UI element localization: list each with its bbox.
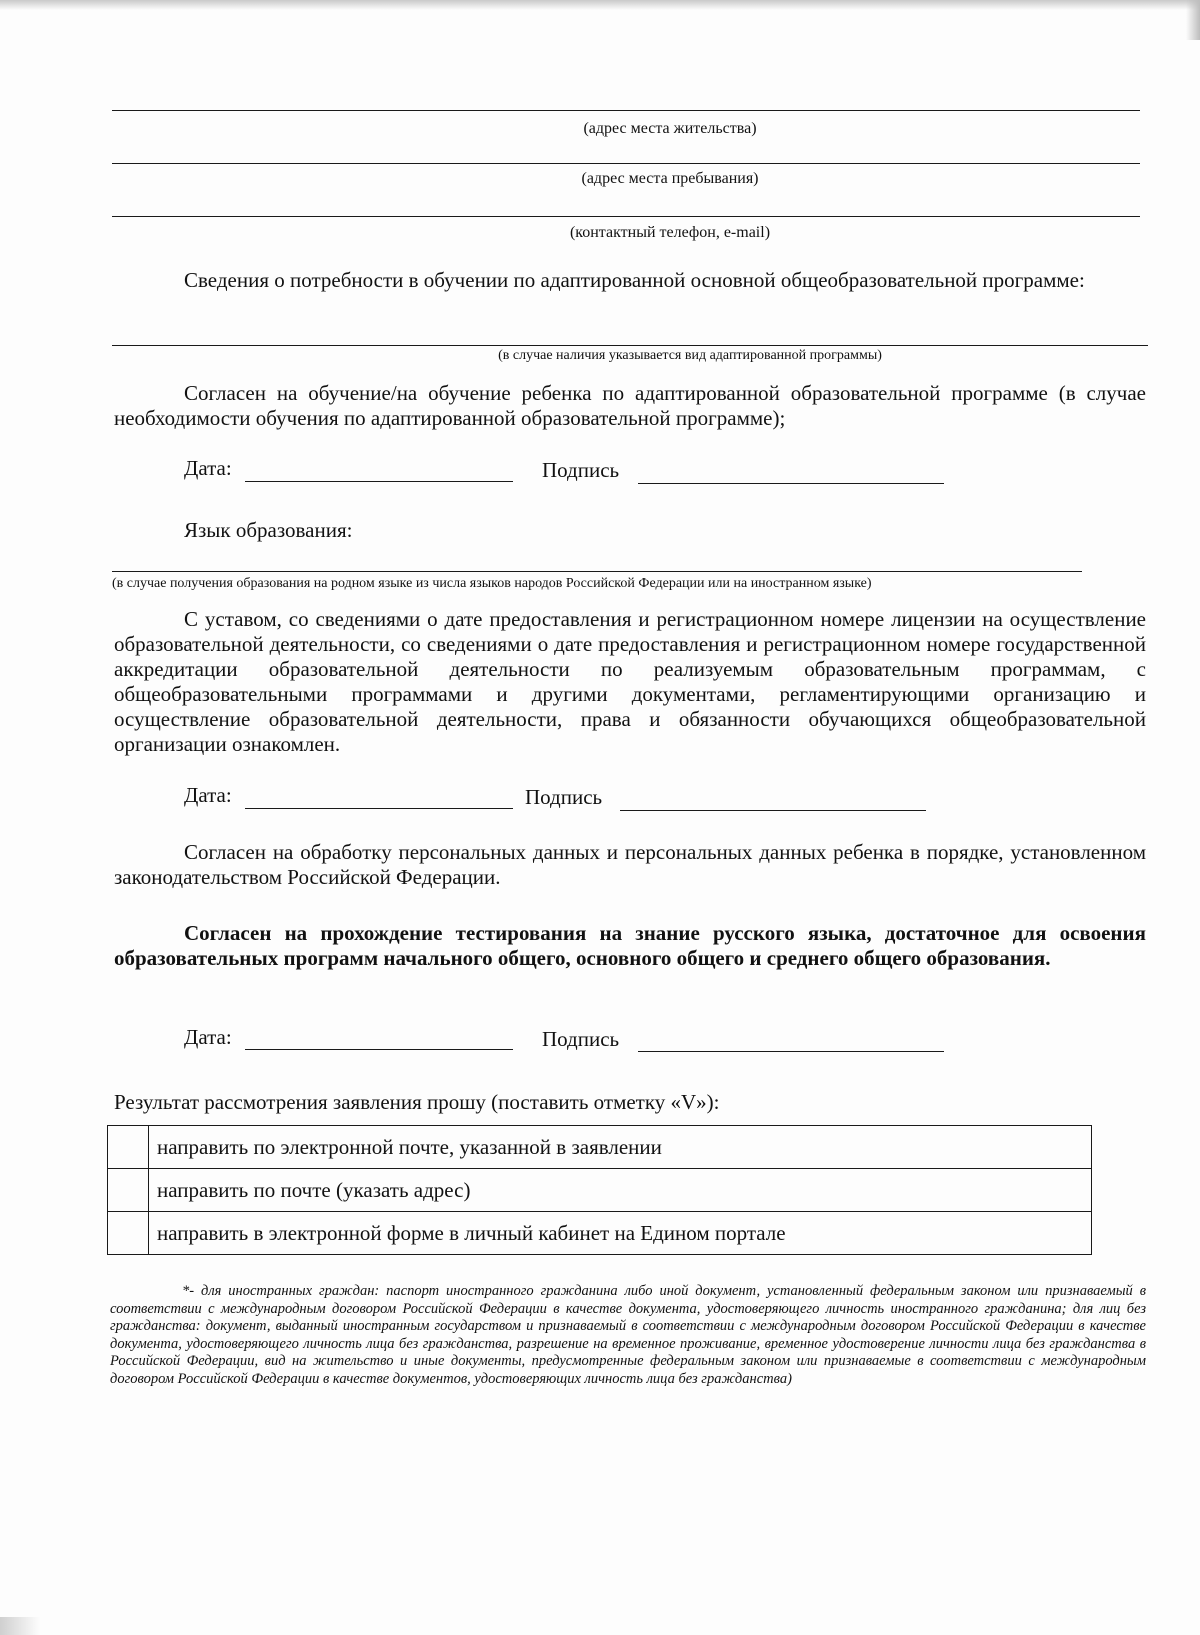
date-field-3[interactable] bbox=[245, 1049, 513, 1050]
result-option-row bbox=[108, 1212, 1092, 1255]
residence-address-caption: (адрес места жительства) bbox=[583, 120, 757, 137]
stay-address-caption: (адрес места пребывания) bbox=[581, 170, 759, 187]
signature-field-3[interactable] bbox=[638, 1051, 944, 1052]
option-checkbox-portal[interactable] bbox=[108, 1212, 149, 1255]
option-checkbox-post[interactable] bbox=[108, 1169, 149, 1212]
date-field-1[interactable] bbox=[245, 481, 513, 482]
result-option-row bbox=[108, 1169, 1092, 1212]
signature-field-1[interactable] bbox=[638, 483, 944, 484]
result-option-row bbox=[108, 1126, 1092, 1169]
option-label-email: направить по электронной почте, указанной в заявлении bbox=[149, 1126, 1092, 1169]
scan-edge-right bbox=[1186, 0, 1200, 40]
testing-consent-text: Согласен на прохождение тестирования на знание русского языка, достаточное для освоения образовательных программ начального общего, основного общего и среднего общего образования. bbox=[114, 921, 1146, 970]
footnote: *- для иностранных граждан: паспорт иностранного гражданина либо иной документ, установленный федеральным законом или признаваемый в соответствии с международным договором Российской Федерации в качестве документа, удостоверяющего личность иностранного гражданина; для лиц без гражданства: документ, выданный иностранным государством и признаваемый в соответствии с международным договором Российской Федерации в качестве документа, удостоверяющего личность лица без гражданства, разрешение на временное проживание, временное удостоверение личности лица без гражданства в Российской Федерации, вид на жительство и иные документы, предусмотренные федеральным законом или признаваемые в соответствии с международным договором Российской Федерации в качестве документов, удостоверяющих личность лица без гражданства) bbox=[110, 1283, 1146, 1387]
stay-address-line[interactable] bbox=[112, 163, 1140, 164]
scan-edge-top bbox=[0, 0, 1200, 10]
charter-text: С уставом, со сведениями о дате предоставления и регистрационном номере лицензии на осуществление образовательной деятельности, со сведениями о дате предоставления и регистрационном номере государственной аккредитации образовательной деятельности по реализуемым образовательным программам, с общеобразовательными программами и другими документами, регламентирующими организацию и осуществление образовательной деятельности, права и обязанности обучающихся общеобразовательной организации ознакомлен. bbox=[114, 607, 1146, 756]
result-heading: Результат рассмотрения заявления прошу (поставить отметку «V»): bbox=[114, 1090, 720, 1114]
signature-field-2[interactable] bbox=[620, 810, 926, 811]
language-label: Язык образования: bbox=[184, 518, 353, 542]
date-label-1: Дата: bbox=[184, 456, 232, 480]
adapted-program-line[interactable] bbox=[112, 345, 1148, 346]
residence-address-line[interactable] bbox=[112, 110, 1140, 111]
adapted-program-caption: (в случае наличия указывается вид адаптированной программы) bbox=[498, 348, 882, 363]
signature-label-3: Подпись bbox=[542, 1027, 620, 1051]
language-line[interactable] bbox=[112, 571, 1082, 572]
contact-caption: (контактный телефон, e-mail) bbox=[569, 224, 771, 241]
signature-label-1: Подпись bbox=[542, 458, 620, 482]
date-label-2: Дата: bbox=[184, 783, 232, 807]
consent-adapted-text: Согласен на обучение/на обучение ребенка по адаптированной образовательной программе (в случае необходимости обучения по адаптированной образовательной программе); bbox=[114, 381, 1146, 430]
option-checkbox-email[interactable] bbox=[108, 1126, 149, 1169]
option-label-post: направить по почте (указать адрес) bbox=[149, 1169, 1092, 1212]
contact-line[interactable] bbox=[112, 216, 1140, 217]
language-caption: (в случае получения образования на родном языке из числа языков народов Российской Федерации или на иностранном языке) bbox=[112, 576, 872, 591]
adapted-program-text: Сведения о потребности в обучении по адаптированной основной общеобразовательной программе: bbox=[184, 268, 1085, 292]
date-label-3: Дата: bbox=[184, 1025, 232, 1049]
scan-edge-bottom bbox=[0, 1617, 40, 1635]
result-options-table bbox=[107, 1125, 1092, 1255]
date-field-2[interactable] bbox=[245, 808, 513, 809]
personal-data-text: Согласен на обработку персональных данных и персональных данных ребенка в порядке, установленном законодательством Российской Федерации. bbox=[114, 840, 1146, 889]
signature-label-2: Подпись bbox=[525, 785, 603, 809]
option-label-portal: направить в электронной форме в личный кабинет на Едином портале bbox=[149, 1212, 1092, 1255]
